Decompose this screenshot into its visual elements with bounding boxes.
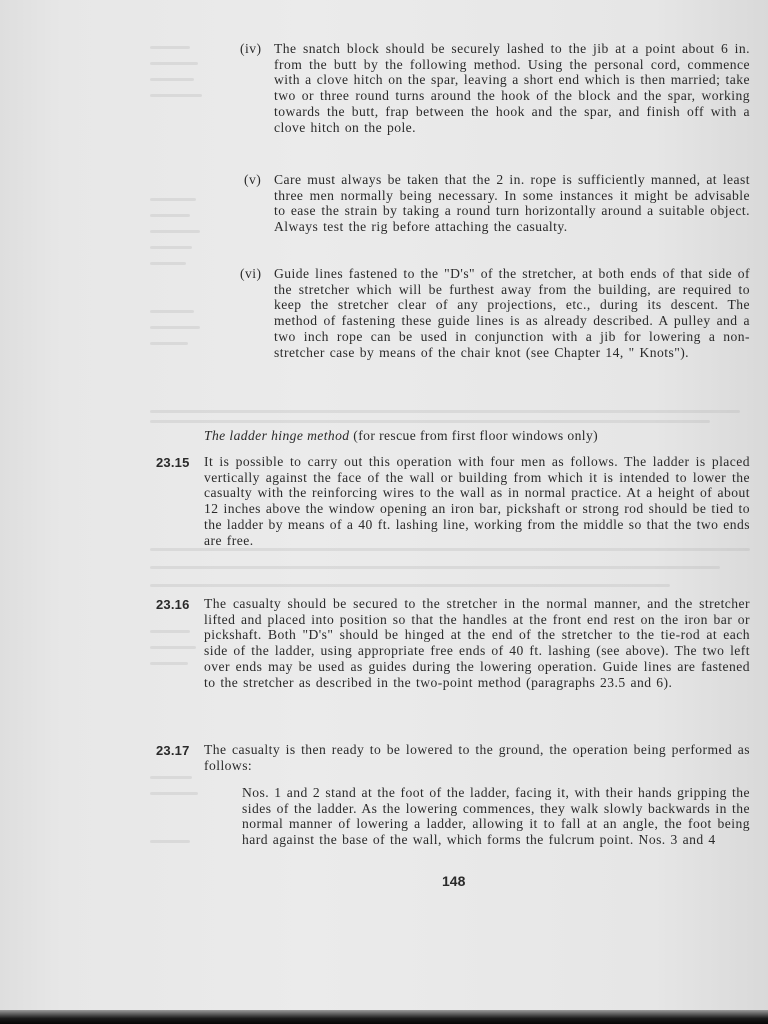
paragraph-number-23-16: 23.16 [156,597,190,612]
list-item-v-text: Care must always be taken that the 2 in. rope is sufficiently manned, at least three men normally being necessary. In some instances it might be advisable to ease the strain by taking a round turn horizontally around a suitable object. Always test the rig before attaching the casualty. [274,172,750,235]
section-heading-rest: (for rescue from first floor windows only) [349,428,599,443]
list-marker-vi: (vi) [240,266,262,281]
paragraph-number-23-15: 23.15 [156,455,190,470]
list-item-vi-text: Guide lines fastened to the "D's" of the stretcher, at both ends of that side of the stretcher which will be furthest away from the building, are required to keep the stretcher clear of any projections, etc., during its descent. The method of fastening these guide lines is as already described. A pulley and a two inch rope can be used in conjunction with a jib for lowering a non-stretcher case by means of the chair knot (see Chapter 14, " Knots"). [274,266,750,360]
list-item-iv-text: The snatch block should be securely lashed to the jib at a point about 6 in. from the butt by the following method. Using the personal cord, commence with a clove hitch on the spar, leaving a short end which is then married; take two or three round turns around the hook of the block and the spar, working towards the butt, frap between the hook and the spar, and finish off with a clove hitch on the pole. [274,41,750,135]
section-heading-italic: The ladder hinge method [204,428,350,443]
list-marker-v: (v) [244,172,262,187]
paragraph-23-16-text: The casualty should be secured to the stretcher in the normal manner, and the stretcher lifted and placed into position so that the handles at the front end rest on the iron bar or pickshaft. Both "D's" should be hinged at the end of the stretcher to the tie-rod at each side of the ladder, using appropriate free ends of 40 ft. lashing (see above). The two left over ends may be used as guides during the lowering operation. Guide lines are fastened to the stretcher as described in the two-point method (paragraphs 23.5 and 6). [204,596,750,690]
paragraph-23-15-text: It is possible to carry out this operation with four men as follows. The ladder is placed vertically against the face of the wall or building from which it is intended to lower the casualty with the reinforcing wires to the wall as in normal practice. At a height of about 12 inches above the window opening an iron bar, pickshaft or strong rod should be tied to the ladder by means of a 40 ft. lashing line, working from the middle so that the two ends are free. [204,454,750,548]
paragraph-23-17-text: The casualty is then ready to be lowered to the ground, the operation being performed as follows: [204,742,750,773]
list-marker-iv: (iv) [240,41,262,56]
section-heading [204,428,598,444]
paragraph-number-23-17: 23.17 [156,743,190,758]
paragraph-23-17-continuation: Nos. 1 and 2 stand at the foot of the ladder, facing it, with their hands gripping the sides of the ladder. As the lowering commences, they walk slowly backwards in the normal manner of lowering a ladder, allowing it to fall at an angle, the foot being hard against the base of the wall, which forms the fulcrum point. Nos. 3 and 4 [242,785,750,848]
page-number: 148 [442,873,466,889]
